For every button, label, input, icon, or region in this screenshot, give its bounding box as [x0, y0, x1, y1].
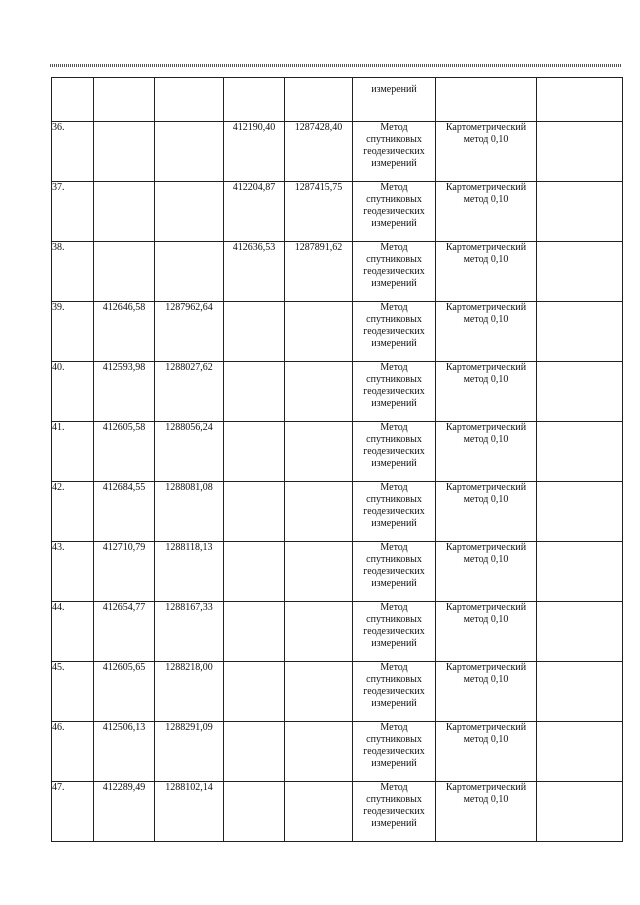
description-cell [537, 542, 623, 602]
description-cell [537, 722, 623, 782]
y-existing-cell [155, 122, 224, 182]
method-cell: Метод спутниковых геодезических измерений [353, 782, 436, 842]
x-new-cell [224, 78, 285, 122]
y-existing-cell: 1288291,09 [155, 722, 224, 782]
x-existing-cell: 412684,55 [94, 482, 155, 542]
accuracy-cell: Картометрический метод 0,10 [436, 302, 537, 362]
point-number-cell: 38. [52, 242, 94, 302]
method-cell: Метод спутниковых геодезических измерений [353, 122, 436, 182]
x-new-cell: 412190,40 [224, 122, 285, 182]
method-cell: измерений [353, 78, 436, 122]
point-number-cell [52, 78, 94, 122]
x-existing-cell: 412289,49 [94, 782, 155, 842]
point-number-cell: 39. [52, 302, 94, 362]
description-cell [537, 302, 623, 362]
method-cell: Метод спутниковых геодезических измерений [353, 542, 436, 602]
y-existing-cell [155, 242, 224, 302]
x-existing-cell: 412646,58 [94, 302, 155, 362]
table-row [52, 482, 623, 542]
x-existing-cell: 412654,77 [94, 602, 155, 662]
y-existing-cell: 1288027,62 [155, 362, 224, 422]
table-row [52, 242, 623, 302]
description-cell [537, 422, 623, 482]
method-cell: Метод спутниковых геодезических измерений [353, 662, 436, 722]
y-new-cell: 1287891,62 [285, 242, 353, 302]
accuracy-cell: Картометрический метод 0,10 [436, 602, 537, 662]
accuracy-cell: Картометрический метод 0,10 [436, 122, 537, 182]
accuracy-cell: Картометрический метод 0,10 [436, 182, 537, 242]
table-row [52, 362, 623, 422]
table-row [52, 78, 623, 122]
x-existing-cell [94, 122, 155, 182]
y-new-cell [285, 302, 353, 362]
y-existing-cell: 1288056,24 [155, 422, 224, 482]
point-number-cell: 45. [52, 662, 94, 722]
y-new-cell: 1287415,75 [285, 182, 353, 242]
method-cell: Метод спутниковых геодезических измерений [353, 362, 436, 422]
x-existing-cell: 412506,13 [94, 722, 155, 782]
table-row [52, 422, 623, 482]
table-row [52, 122, 623, 182]
y-existing-cell: 1288081,08 [155, 482, 224, 542]
method-cell: Метод спутниковых геодезических измерений [353, 602, 436, 662]
method-cell: Метод спутниковых геодезических измерений [353, 242, 436, 302]
table-row [52, 302, 623, 362]
table-body [52, 78, 623, 842]
point-number-cell: 46. [52, 722, 94, 782]
x-existing-cell: 412710,79 [94, 542, 155, 602]
x-existing-cell [94, 182, 155, 242]
table-row [52, 542, 623, 602]
y-existing-cell: 1288218,00 [155, 662, 224, 722]
y-new-cell [285, 362, 353, 422]
point-number-cell: 42. [52, 482, 94, 542]
y-new-cell [285, 482, 353, 542]
x-existing-cell [94, 242, 155, 302]
description-cell [537, 362, 623, 422]
method-cell: Метод спутниковых геодезических измерений [353, 722, 436, 782]
accuracy-cell [436, 78, 537, 122]
table-row [52, 182, 623, 242]
x-existing-cell [94, 78, 155, 122]
x-new-cell [224, 362, 285, 422]
x-existing-cell: 412605,65 [94, 662, 155, 722]
description-cell [537, 78, 623, 122]
point-number-cell: 41. [52, 422, 94, 482]
header-separator-line [50, 64, 622, 67]
x-new-cell [224, 722, 285, 782]
point-number-cell: 40. [52, 362, 94, 422]
accuracy-cell: Картометрический метод 0,10 [436, 662, 537, 722]
accuracy-cell: Картометрический метод 0,10 [436, 782, 537, 842]
point-number-cell: 36. [52, 122, 94, 182]
y-existing-cell: 1288118,13 [155, 542, 224, 602]
y-new-cell [285, 542, 353, 602]
y-existing-cell: 1287962,64 [155, 302, 224, 362]
description-cell [537, 482, 623, 542]
y-new-cell: 1287428,40 [285, 122, 353, 182]
x-new-cell [224, 302, 285, 362]
accuracy-cell: Картометрический метод 0,10 [436, 362, 537, 422]
y-new-cell [285, 422, 353, 482]
table-row [52, 782, 623, 842]
x-new-cell [224, 602, 285, 662]
x-new-cell: 412636,53 [224, 242, 285, 302]
x-new-cell [224, 542, 285, 602]
point-number-cell: 43. [52, 542, 94, 602]
coordinates-table [51, 77, 623, 842]
accuracy-cell: Картометрический метод 0,10 [436, 242, 537, 302]
table-row [52, 602, 623, 662]
x-new-cell: 412204,87 [224, 182, 285, 242]
table-row [52, 722, 623, 782]
accuracy-cell: Картометрический метод 0,10 [436, 722, 537, 782]
y-new-cell [285, 782, 353, 842]
x-new-cell [224, 482, 285, 542]
x-new-cell [224, 782, 285, 842]
y-new-cell [285, 78, 353, 122]
x-new-cell [224, 422, 285, 482]
y-new-cell [285, 722, 353, 782]
point-number-cell: 37. [52, 182, 94, 242]
method-cell: Метод спутниковых геодезических измерений [353, 302, 436, 362]
accuracy-cell: Картометрический метод 0,10 [436, 542, 537, 602]
point-number-cell: 47. [52, 782, 94, 842]
y-existing-cell [155, 182, 224, 242]
method-cell: Метод спутниковых геодезических измерений [353, 182, 436, 242]
y-new-cell [285, 602, 353, 662]
point-number-cell: 44. [52, 602, 94, 662]
description-cell [537, 602, 623, 662]
x-existing-cell: 412593,98 [94, 362, 155, 422]
description-cell [537, 782, 623, 842]
table-row [52, 662, 623, 722]
accuracy-cell: Картометрический метод 0,10 [436, 482, 537, 542]
method-cell: Метод спутниковых геодезических измерений [353, 482, 436, 542]
description-cell [537, 182, 623, 242]
x-existing-cell: 412605,58 [94, 422, 155, 482]
y-existing-cell [155, 78, 224, 122]
description-cell [537, 242, 623, 302]
description-cell [537, 662, 623, 722]
method-cell: Метод спутниковых геодезических измерений [353, 422, 436, 482]
accuracy-cell: Картометрический метод 0,10 [436, 422, 537, 482]
y-existing-cell: 1288102,14 [155, 782, 224, 842]
description-cell [537, 122, 623, 182]
y-new-cell [285, 662, 353, 722]
x-new-cell [224, 662, 285, 722]
y-existing-cell: 1288167,33 [155, 602, 224, 662]
